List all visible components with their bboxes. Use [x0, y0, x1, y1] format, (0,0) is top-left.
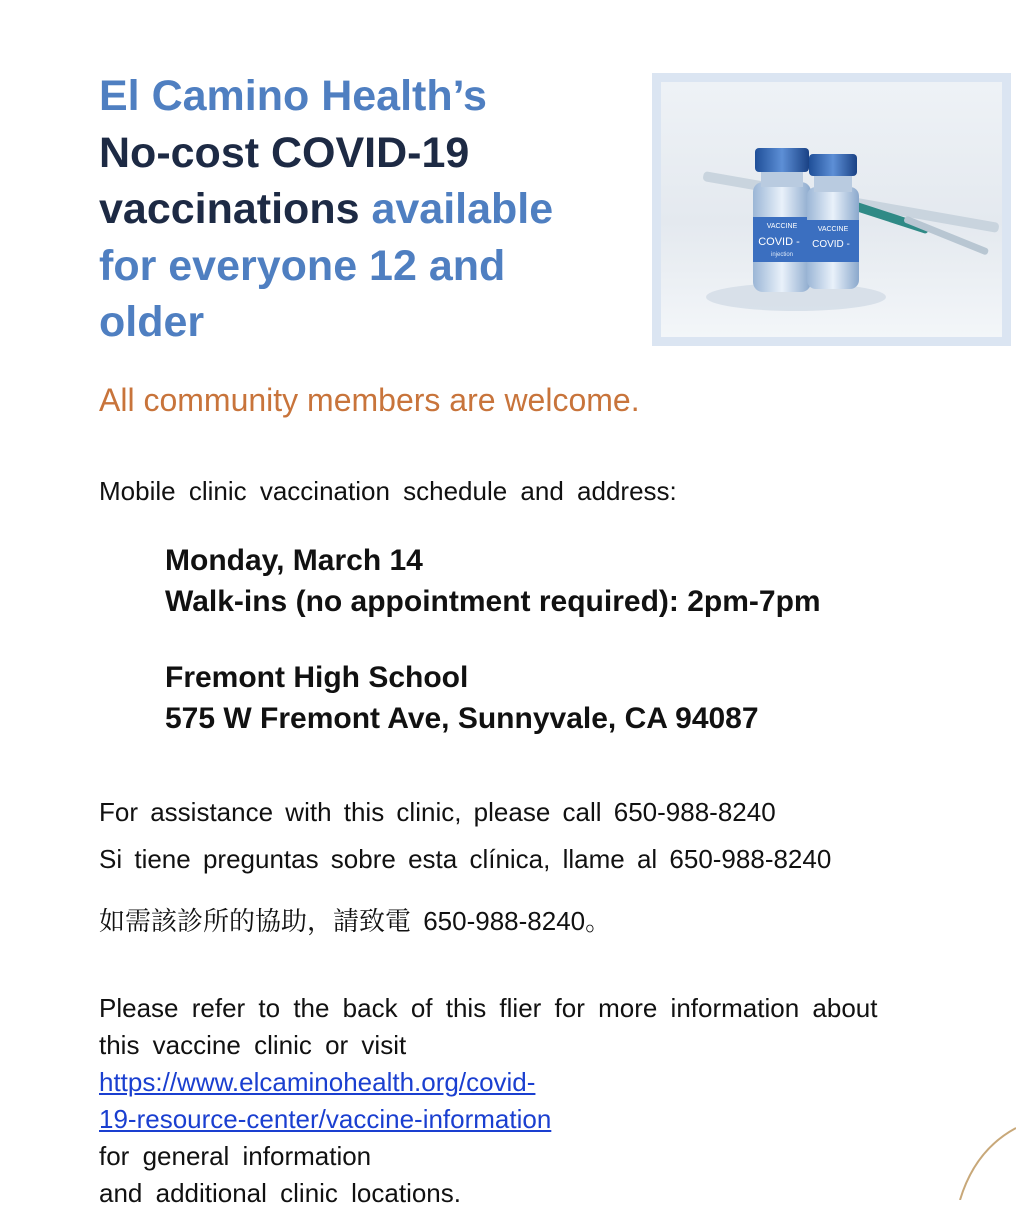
refer-line-2-text: this vaccine clinic or visit — [99, 1030, 407, 1060]
refer-line-2 — [99, 1027, 949, 1101]
headline-everyone: for everyone 12 and — [99, 241, 506, 290]
event-address: 575 W Fremont Ave, Sunnyvale, CA 94087 — [165, 702, 759, 735]
headline-vaccinations-word: vaccinations — [99, 185, 360, 233]
event-date: Monday, March 14 — [165, 544, 423, 577]
headline-available-word: available — [359, 185, 554, 233]
vaccine-vials-photo — [652, 73, 1011, 346]
headline-no-cost: No-cost COVID-19 — [99, 128, 470, 177]
more-info-paragraph — [99, 990, 949, 1212]
contact-english: For assistance with this clinic, please call 650-988-8240 — [99, 797, 776, 827]
headline-older: older — [99, 298, 205, 346]
headline-org: El Camino Health’s — [99, 72, 487, 120]
vial-left-icon — [753, 148, 811, 292]
refer-line-3 — [99, 1101, 949, 1175]
event-walkins: Walk-ins (no appointment required): 2pm-7pm — [165, 585, 821, 618]
vial-right-icon — [807, 154, 859, 289]
vaccine-info-link-part-1[interactable]: https://www.elcaminohealth.org/covid- — [99, 1067, 536, 1097]
event-venue: Fremont High School — [165, 661, 469, 694]
refer-line-4: and additional clinic locations. — [99, 1178, 461, 1208]
contact-chinese: 如需該診所的協助，請致電 650-988-8240。 — [99, 906, 612, 936]
vial-label-text-2: VACCINE — [817, 226, 849, 233]
headline-vaccinations — [99, 181, 639, 238]
vial-label-text: VACCINE — [766, 223, 798, 230]
vial-covid-text-2: COVID - — [812, 239, 850, 250]
vial-covid-text: COVID - — [758, 236, 800, 248]
contact-spanish: Si tiene preguntas sobre esta clínica, llame al 650-988-8240 — [99, 844, 832, 874]
schedule-intro: Mobile clinic vaccination schedule and address: — [99, 476, 677, 506]
vaccine-info-link-part-2[interactable]: 19-resource-center/vaccine-information — [99, 1104, 552, 1134]
refer-line-3-text: for general information — [99, 1141, 372, 1171]
vial-sub-text: injection — [770, 252, 794, 258]
event-location — [165, 657, 759, 739]
welcome-message: All community members are welcome. — [99, 382, 640, 418]
vaccine-vials-illustration — [661, 82, 1002, 337]
refer-line-1: Please refer to the back of this flier for more information about — [99, 993, 878, 1023]
decorative-corner-arc — [930, 1100, 1016, 1200]
event-time — [165, 540, 821, 622]
headline — [99, 68, 639, 351]
